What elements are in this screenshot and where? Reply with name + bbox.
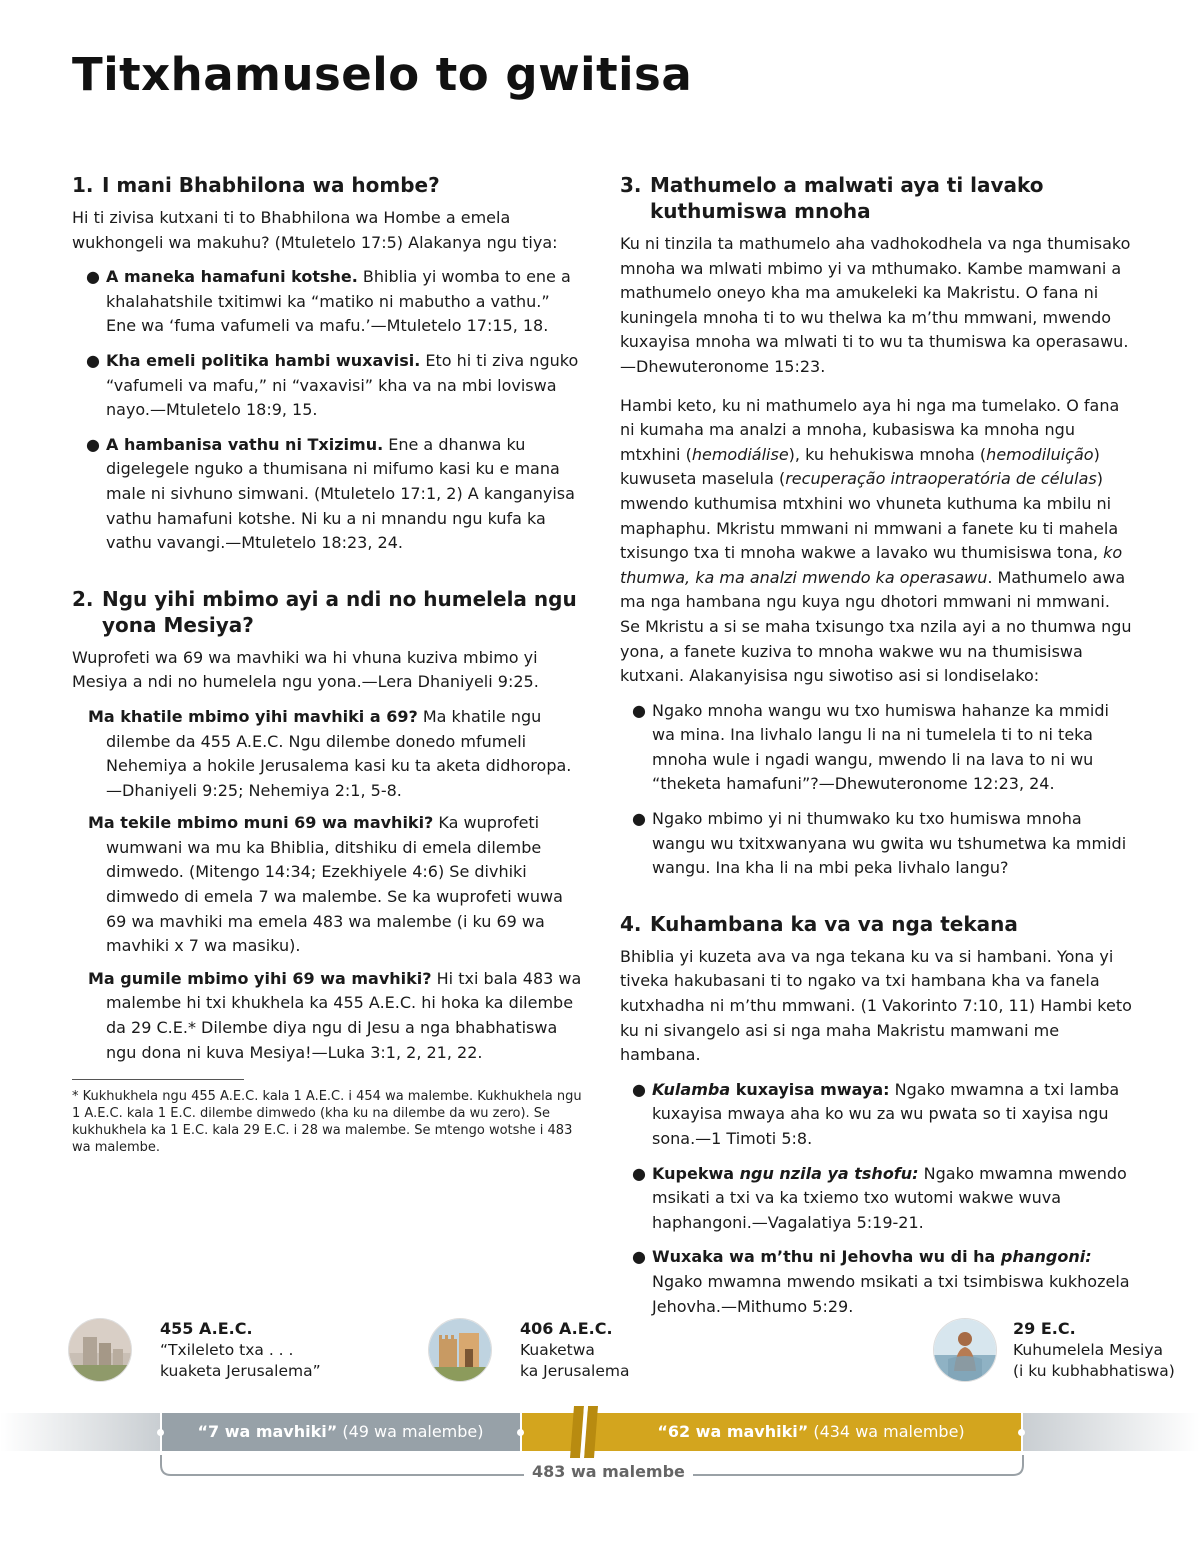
page-title: Titxhamuselo to gwitisa — [72, 48, 693, 101]
timeline-event-1 — [160, 1318, 321, 1383]
total-duration-label: 483 wa malembe — [524, 1462, 693, 1481]
bullet-lead: A maneka hamafuni kotshe. — [106, 267, 358, 287]
bullet-lead-italic: Kulamba — [652, 1079, 731, 1099]
band-label — [600, 1420, 1022, 1444]
event-line: “Txileleto txa . . . — [160, 1340, 294, 1359]
rebuilt-city-icon — [428, 1318, 492, 1382]
band-label-bold: “7 wa mavhiki” — [197, 1422, 338, 1441]
section-intro: Hi ti zivisa kutxani ti to Bhabhilona wa Hombe a emela wukhongeli wa makuhu? (Mtuletelo 17:5) Alakanya ngu tiya: — [72, 208, 558, 252]
section-number: 4. — [620, 911, 642, 936]
list-item — [618, 1245, 1132, 1319]
question-text: Ma khatile mbimo yihi mavhiki a 69? — [88, 706, 418, 726]
event-line: (i ku kubhabhatiswa) — [1013, 1362, 1175, 1380]
bullet-text: Ngako mbimo yi ni thumwako ku txo humiswa mnoha wangu wu txitxwanyana wu gwita wu tshumetwa ka mmidi wangu. Ina kha li na mbi peka livhalo langu? — [652, 809, 1127, 878]
question-list — [88, 705, 584, 1065]
band-label-rest: (434 wa malembe) — [808, 1422, 965, 1441]
bullet-text: Bhiblia yi womba to ene a khalahatshile txitimwi ka “matiko ni mabutho a vathu.” Ene wa ‘fuma vafumeli va mafu.’—Mtuletelo 17:15, 18. — [106, 267, 571, 336]
bullet-lead: Wuxaka wa m’thu ni Jehovha wu di ha — [652, 1247, 1001, 1267]
section-intro: Bhiblia yi kuzeta ava va nga tekana ku va si hambani. Yona yi tiveka hakubasani ti to ngako va txi hambana kha va fanela kutxhadha ni m’thu mmwani. (1 Vakorinto 7:10, 11) Hambi keto ku ni sivangelo asi si nga maha Makristu mamwani me hambana. — [620, 946, 1132, 1065]
bullet-icon: ● — [86, 350, 100, 370]
list-item — [72, 265, 584, 339]
bullet-text: Eto hi ti ziva nguko “vafumeli va mafu,” ni “vaxavisi” kha va na mbi loviswa nayo.—Mtuletelo 18:9, 15. — [106, 350, 579, 420]
time-break-icon — [570, 1404, 604, 1460]
bullet-icon: ● — [632, 700, 646, 720]
question-text: Ma gumile mbimo yihi 69 wa mavhiki? — [88, 968, 432, 988]
timeline-marker — [1018, 1429, 1025, 1436]
baptism-icon — [933, 1318, 997, 1382]
text-run: . Mathumelo awa ma nga hambana ngu kuya ngu dhotori mmwani ni mmwani. Se Mkristu a si se maha txisungo txa nzila ayi a no thumwa ngu yona, a fanete kuziva to mnoha wakwe wu na thumisiswa kutxani. Alakanyisisa ngu siwotiso asi si londiselako: — [620, 567, 1132, 686]
bullet-text: Ngako mwamna mwendo msikati a txi va ka txiemo txo wutomi wakwe wuva haphangoni.—Vagalatiya 5:19-21. — [652, 1163, 1127, 1232]
section-heading — [620, 172, 1132, 224]
section-number: 1. — [72, 173, 94, 197]
bullet-icon: ● — [86, 267, 100, 287]
bullet-text: Ene a dhanwa ku digelegele nguko a thumisana ni mifumo kasi ku e mana male ni sivhuno simwani. (Mtuletelo 17:1, 2) A kanganyisa vathu hamafuni kotshe. Ni ku a ni mnandu ngu kufa ka vathu vavangi.—Mtuletelo 18:23, 24. — [106, 434, 575, 553]
text-run: Hambi keto, ku ni mathumelo aya hi nga ma tumelako. O fana ni kumaha ma analzi a mnoha, kubasiswa ka mnoha ngu mtxhini ( — [620, 395, 1120, 464]
question-text: Ma tekile mbimo muni 69 wa mavhiki? — [88, 813, 434, 833]
event-line: Kuaketwa — [520, 1340, 595, 1359]
heading-text: I mani Bhabhilona wa hombe? — [102, 173, 440, 197]
band-label — [160, 1420, 521, 1444]
section-number: 3. — [620, 173, 642, 197]
heading-text: Ngu yihi mbimo ayi a ndi no humelela ngu yona Mesiya? — [102, 586, 577, 637]
text-run: ) kuwuseta maselula ( — [620, 444, 1100, 489]
left-column — [72, 172, 584, 1186]
bullet-lead: Kha emeli politika hambi wuxavisi. — [106, 350, 421, 370]
timeline-marker — [157, 1429, 164, 1436]
section-4 — [620, 911, 1132, 1319]
section-heading — [620, 911, 1132, 937]
timeline-fade-left — [0, 1413, 160, 1451]
timeline-fade-right — [1022, 1413, 1200, 1451]
question-item — [88, 705, 584, 803]
answer-text: Ma khatile ngu dilembe da 455 A.E.C. Ngu dilembe donedo mfumeli Nehemiya a hokile Jerusalema kasi ku ta aketa didhoropa. —Dhaniyeli 9:25; Nehemiya 2:1, 5-8. — [106, 706, 572, 800]
question-item — [88, 811, 584, 959]
bullet-icon: ● — [632, 1163, 646, 1183]
italic-term: hemodiluição — [986, 444, 1094, 464]
bullet-icon: ● — [632, 1079, 646, 1099]
list-item — [618, 699, 1132, 797]
city-ruins-icon — [68, 1318, 132, 1382]
bullet-text: Ngako mwamna a txi lamba kuxayisa mwaya aha ko wu za wu pwata so ti xayisa ngu sona.—1 Timoti 5:8. — [652, 1079, 1120, 1148]
bullet-lead: Kupekwa — [652, 1163, 740, 1183]
list-item — [618, 1162, 1132, 1236]
bullet-list — [618, 1078, 1132, 1319]
section-3 — [620, 172, 1132, 881]
paragraph — [620, 394, 1132, 689]
bullet-lead: kuxayisa mwaya: — [730, 1079, 890, 1099]
list-item — [72, 433, 584, 556]
section-1 — [72, 172, 584, 556]
band-label-bold: “62 wa mavhiki” — [657, 1422, 809, 1441]
band-label-rest: (49 wa malembe) — [337, 1422, 484, 1441]
section-heading — [72, 586, 584, 638]
timeline-marker — [517, 1429, 524, 1436]
paragraph: Ku ni tinzila ta mathumelo aha vadhokodhela va nga thumisako mnoha wa mlwati mbimo yi va mthumako. Kambe mamwani a mathumelo oneyo kha ma amukeleki ka Makristu. O fana ni kuningela mnoha ti to wu thelwa ka m’thu mmwani, mwendo kuxayisa mnoha wa mlwati ti to wu ta thumiswa ka operasawu.—Dhewuteronome 15:23. — [620, 234, 1131, 376]
bullet-icon: ● — [86, 434, 100, 454]
event-year: 406 A.E.C. — [520, 1319, 613, 1338]
section-2 — [72, 586, 584, 1157]
section-number: 2. — [72, 586, 94, 611]
question-item — [88, 967, 584, 1065]
footnote: * Kukhukhela ngu 455 A.E.C. kala 1 A.E.C. i 454 wa malembe. Kukhukhela ngu 1 A.E.C. kala 1 E.C. dilembe dimwedo (kha ku na dilembe da wu zero). Se kukhukhela ka 1 E.C. kala 29 E.C. i 28 wa malembe. Se mtengo wotshe i 483 wa malembe. — [72, 1089, 582, 1156]
event-year: 455 A.E.C. — [160, 1319, 253, 1338]
event-line: kuaketa Jerusalema” — [160, 1362, 321, 1380]
event-year: 29 E.C. — [1013, 1319, 1076, 1338]
event-line: ka Jerusalema — [520, 1362, 630, 1380]
bullet-text: Ngako mnoha wangu wu txo humiswa hahanze ka mmidi wa mina. Ina livhalo langu li na ni tumelela ti to ni teka mnoha wule i ngadi wangu, mwendo li na lava to ni wu “theketa hamafuni”?—Dhewuteronome 12:23, 24. — [652, 700, 1109, 794]
event-line: Kuhumelela Mesiya — [1013, 1340, 1164, 1359]
bullet-icon: ● — [632, 809, 646, 829]
bullet-lead-italic: phangoni: — [1000, 1247, 1092, 1267]
bullet-lead: A hambanisa vathu ni Txizimu. — [106, 434, 384, 454]
bullet-lead-italic: ngu nzila ya tshofu: — [739, 1163, 919, 1183]
timeline-event-3 — [1013, 1318, 1175, 1383]
section-intro: Wuprofeti wa 69 wa mavhiki wa hi vhuna kuziva mbimo yi Mesiya a ndi no humelela ngu yona.—Lera Dhaniyeli 9:25. — [72, 647, 539, 692]
right-column — [620, 172, 1132, 1349]
italic-term: hemodiálise — [691, 444, 789, 464]
italic-term: recuperação intraoperatória de células — [785, 469, 1097, 489]
section-heading — [72, 172, 584, 198]
bullet-icon: ● — [632, 1247, 646, 1267]
text-run: ), ku hehukiswa mnoha ( — [788, 444, 987, 464]
answer-text: Hi txi bala 483 wa malembe hi txi khukhela ka 455 A.E.C. hi hoka ka dilembe da 29 C.E.* Dilembe diya ngu di Jesu a nga bhabhatiswa ngu dona ni kuva Mesiya!—Luka 3:1, 2, 21, 22. — [106, 968, 582, 1062]
heading-text: Kuhambana ka va va nga tekana — [650, 911, 1018, 936]
italic-term: ko thumwa, ka ma analzi mwendo ka operasawu — [620, 543, 1123, 587]
timeline-event-2 — [520, 1318, 629, 1383]
footnote-divider — [72, 1079, 244, 1080]
answer-text: Ka wuprofeti wumwani wa mu ka Bhiblia, ditshiku di emela dilembe dimwedo. (Mitengo 14:34; Ezekhiyele 4:6) Se divhiki dimwedo di emela 7 wa malembe. Se ka wuprofeti wuwa 69 wa mavhiki ma emela 483 wa malembe (i ku 69 wa mavhiki x 7 wa masiku). — [106, 813, 563, 956]
bullet-list — [618, 699, 1132, 881]
list-item — [72, 349, 584, 423]
heading-text: Mathumelo a malwati aya ti lavako kuthumiswa mnoha — [650, 173, 1044, 223]
text-run: ) mwendo kuthumisa mtxhini wo vhuneta kuthuma ka mbilu ni maphaphu. Mkristu mmwani ni mmwani a fanete ku ti mahela txisungo txa ti mnoha wakwe a lavako wu thumisiswa tona, — [620, 469, 1119, 563]
bullet-list — [72, 265, 584, 556]
list-item — [618, 807, 1132, 881]
bullet-text: Ngako mwamna mwendo msikati a txi tsimbiswa kukhozela Jehovha.—Mithumo 5:29. — [652, 1271, 1130, 1316]
list-item — [618, 1078, 1132, 1152]
